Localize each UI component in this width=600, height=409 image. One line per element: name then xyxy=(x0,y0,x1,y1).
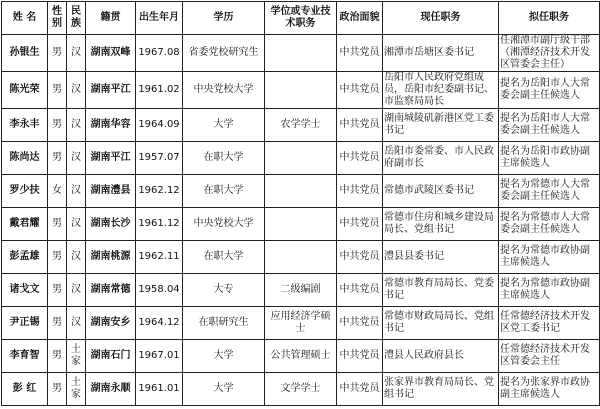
proposed-post-cell: 提名为岳阳市人大常委会副主任候选人 xyxy=(499,72,600,109)
birth-cell: 1962.12 xyxy=(136,175,183,208)
name-cell: 罗少扶 xyxy=(2,175,48,208)
table-body xyxy=(2,35,600,406)
ethnicity-cell: 汉 xyxy=(67,208,86,241)
ethnicity-cell: 汉 xyxy=(67,307,86,340)
politics-cell: 中共党员 xyxy=(337,109,383,142)
birth-cell: 1961.01 xyxy=(136,373,183,406)
politics-cell: 中共党员 xyxy=(337,72,383,109)
gender-cell: 男 xyxy=(48,241,67,274)
proposed-post-cell: 提名为常德市人大常委会副主任候选人 xyxy=(499,175,600,208)
table-row xyxy=(2,109,600,142)
degree-cell xyxy=(265,35,337,72)
current-post-cell: 澧县人民政府县长 xyxy=(383,340,499,373)
table-row xyxy=(2,307,600,340)
ethnicity-cell: 土家 xyxy=(67,340,86,373)
ethnicity-cell: 汉 xyxy=(67,72,86,109)
education-cell: 大学 xyxy=(183,373,265,406)
gender-cell: 男 xyxy=(48,109,67,142)
header-name: 姓 名 xyxy=(2,2,48,35)
politics-cell: 中共党员 xyxy=(337,175,383,208)
gender-cell: 男 xyxy=(48,72,67,109)
current-post-cell: 张家界市教育局局长、党组书记 xyxy=(383,373,499,406)
header-politics: 政治面貌 xyxy=(337,2,383,35)
ethnicity-cell: 汉 xyxy=(67,274,86,307)
education-cell: 大学 xyxy=(183,109,265,142)
current-post-cell: 常德市财政局局长、党组书记 xyxy=(383,307,499,340)
birth-cell: 1961.12 xyxy=(136,208,183,241)
degree-cell: 农学学士 xyxy=(265,109,337,142)
table-row xyxy=(2,175,600,208)
proposed-post-cell: 任常德经济技术开发区管委会主任 xyxy=(499,340,600,373)
politics-cell: 中共党员 xyxy=(337,307,383,340)
politics-cell: 中共党员 xyxy=(337,142,383,175)
gender-cell: 男 xyxy=(48,307,67,340)
current-post-cell: 湘潭市岳塘区委书记 xyxy=(383,35,499,72)
gender-cell: 男 xyxy=(48,208,67,241)
birth-cell: 1964.12 xyxy=(136,307,183,340)
birth-cell: 1967.01 xyxy=(136,340,183,373)
politics-cell: 中共党员 xyxy=(337,35,383,72)
header-proposed-post: 拟任职务 xyxy=(499,2,600,35)
degree-cell: 二级编剧 xyxy=(265,274,337,307)
table-row xyxy=(2,208,600,241)
birth-cell: 1962.11 xyxy=(136,241,183,274)
proposed-post-cell: 提名为常德市人大常委会副主任候选人 xyxy=(499,208,600,241)
native-place-cell: 湖南长沙 xyxy=(86,208,136,241)
proposed-post-cell: 任湘潭市副厅级干部（湘潭经济技术开发区管委会主任） xyxy=(499,35,600,72)
name-cell: 尹正锡 xyxy=(2,307,48,340)
table-row xyxy=(2,35,600,72)
header-birth: 出生年月 xyxy=(136,2,183,35)
education-cell: 省委党校研究生 xyxy=(183,35,265,72)
name-cell: 彭 红 xyxy=(2,373,48,406)
native-place-cell: 湖南澧县 xyxy=(86,175,136,208)
ethnicity-cell: 汉 xyxy=(67,35,86,72)
gender-cell: 女 xyxy=(48,175,67,208)
name-cell: 李永丰 xyxy=(2,109,48,142)
ethnicity-cell: 汉 xyxy=(67,241,86,274)
name-cell: 诸戈文 xyxy=(2,274,48,307)
header-native-place: 籍贯 xyxy=(86,2,136,35)
name-cell: 李育智 xyxy=(2,340,48,373)
current-post-cell: 岳阳市委常委、市人民政府副市长 xyxy=(383,142,499,175)
politics-cell: 中共党员 xyxy=(337,241,383,274)
header-ethnicity: 民族 xyxy=(67,2,86,35)
native-place-cell: 湖南永顺 xyxy=(86,373,136,406)
current-post-cell: 常德市教育局局长、党委书记 xyxy=(383,274,499,307)
education-cell: 在职研究生 xyxy=(183,307,265,340)
table-row xyxy=(2,241,600,274)
name-cell: 孙银生 xyxy=(2,35,48,72)
header-row xyxy=(2,2,600,35)
education-cell: 在职大学 xyxy=(183,142,265,175)
current-post-cell: 常德市住房和城乡建设局局长、党组书记 xyxy=(383,208,499,241)
native-place-cell: 湖南石门 xyxy=(86,340,136,373)
native-place-cell: 湖南双峰 xyxy=(86,35,136,72)
native-place-cell: 湖南安乡 xyxy=(86,307,136,340)
proposed-post-cell: 提名为岳阳市政协副主席候选人 xyxy=(499,142,600,175)
ethnicity-cell: 汉 xyxy=(67,175,86,208)
header-education: 学历 xyxy=(183,2,265,35)
table-row xyxy=(2,340,600,373)
birth-cell: 1958.04 xyxy=(136,274,183,307)
current-post-cell: 岳阳市人民政府党组成员，岳阳市纪委副书记、市监察局局长 xyxy=(383,72,499,109)
proposed-post-cell: 提名为张家界市政协副主席候选人 xyxy=(499,373,600,406)
name-cell: 彭孟雄 xyxy=(2,241,48,274)
table-row xyxy=(2,72,600,109)
table-row xyxy=(2,274,600,307)
current-post-cell: 湖南城陵矶新港区党工委书记 xyxy=(383,109,499,142)
native-place-cell: 湖南常德 xyxy=(86,274,136,307)
degree-cell xyxy=(265,241,337,274)
degree-cell xyxy=(265,72,337,109)
name-cell: 陈尚达 xyxy=(2,142,48,175)
education-cell: 在职大学 xyxy=(183,175,265,208)
header-current-post: 现任职务 xyxy=(383,2,499,35)
native-place-cell: 湖南华容 xyxy=(86,109,136,142)
table-row xyxy=(2,142,600,175)
education-cell: 中央党校大学 xyxy=(183,208,265,241)
gender-cell: 男 xyxy=(48,35,67,72)
header-degree: 学位或专业技术职务 xyxy=(265,2,337,35)
degree-cell: 公共管理硕士 xyxy=(265,340,337,373)
education-cell: 大学 xyxy=(183,340,265,373)
name-cell: 戴君耀 xyxy=(2,208,48,241)
native-place-cell: 湖南平江 xyxy=(86,72,136,109)
politics-cell: 中共党员 xyxy=(337,208,383,241)
header-gender: 性别 xyxy=(48,2,67,35)
degree-cell: 文学学士 xyxy=(265,373,337,406)
politics-cell: 中共党员 xyxy=(337,373,383,406)
birth-cell: 1961.02 xyxy=(136,72,183,109)
current-post-cell: 澧县县委书记 xyxy=(383,241,499,274)
native-place-cell: 湖南桃源 xyxy=(86,241,136,274)
ethnicity-cell: 汉 xyxy=(67,109,86,142)
gender-cell: 男 xyxy=(48,373,67,406)
birth-cell: 1964.09 xyxy=(136,109,183,142)
proposed-post-cell: 提名为常德市政协副主席候选人 xyxy=(499,241,600,274)
gender-cell: 男 xyxy=(48,142,67,175)
birth-cell: 1967.08 xyxy=(136,35,183,72)
table-row xyxy=(2,373,600,406)
ethnicity-cell: 汉 xyxy=(67,142,86,175)
proposed-post-cell: 提名为常德市政协副主席候选人 xyxy=(499,274,600,307)
name-cell: 陈光荣 xyxy=(2,72,48,109)
proposed-post-cell: 提名为岳阳市人大常委会副主任候选人 xyxy=(499,109,600,142)
gender-cell: 男 xyxy=(48,340,67,373)
degree-cell xyxy=(265,142,337,175)
education-cell: 在职大学 xyxy=(183,241,265,274)
education-cell: 中央党校大学 xyxy=(183,72,265,109)
politics-cell: 中共党员 xyxy=(337,340,383,373)
ethnicity-cell: 土家 xyxy=(67,373,86,406)
degree-cell: 应用经济学硕士 xyxy=(265,307,337,340)
gender-cell: 男 xyxy=(48,274,67,307)
degree-cell xyxy=(265,175,337,208)
native-place-cell: 湖南平江 xyxy=(86,142,136,175)
politics-cell: 中共党员 xyxy=(337,274,383,307)
degree-cell xyxy=(265,208,337,241)
birth-cell: 1957.07 xyxy=(136,142,183,175)
education-cell: 大专 xyxy=(183,274,265,307)
proposed-post-cell: 任常德经济技术开发区党工委书记 xyxy=(499,307,600,340)
cadre-roster-table xyxy=(1,1,600,406)
current-post-cell: 常德市武陵区委书记 xyxy=(383,175,499,208)
